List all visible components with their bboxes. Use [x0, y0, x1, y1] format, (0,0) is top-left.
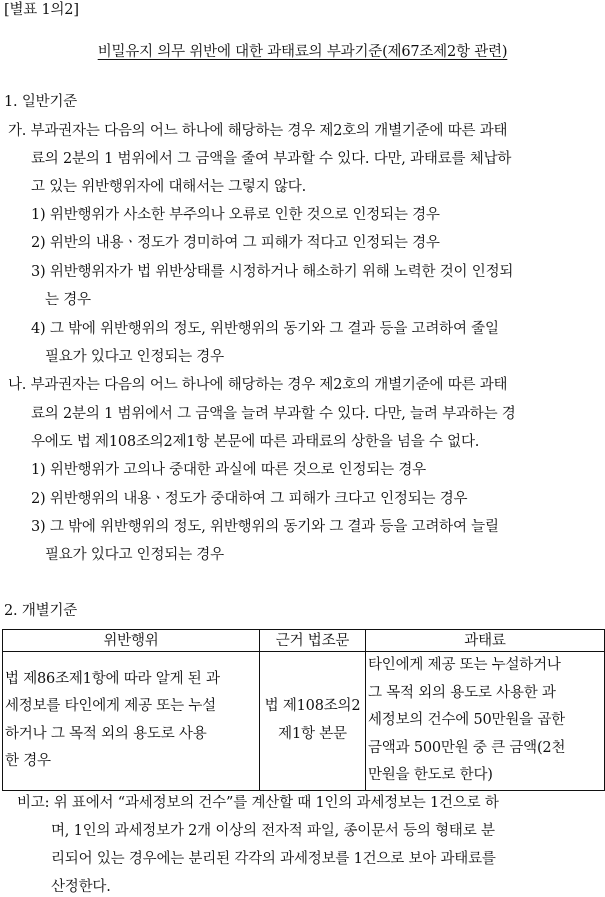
na-item-2: 2) 위반행위의 내용ㆍ정도가 중대하여 그 피해가 크다고 인정되는 경우	[31, 491, 468, 507]
na-item-3-line-1: 3) 그 밖에 위반행위의 정도, 위반행위의 동기와 그 결과 등을 고려하여 늘릴	[31, 519, 499, 535]
cell-legal-basis: 법 제108조의2 제1항 본문	[260, 652, 366, 791]
clause-ga-line-3: 고 있는 위반행위자에 대해서는 그렇지 않다.	[31, 179, 306, 195]
individual-criteria-heading: 2. 개별기준	[4, 603, 78, 619]
note-line-2: 며, 1인의 과세정보가 2개 이상의 전자적 파일, 종이문서 등의 형태로 분	[51, 823, 495, 839]
clause-ga-line-1: 가. 부과권자는 다음의 어느 하나에 해당하는 경우 제2호의 개별기준에 따른 과태	[8, 123, 508, 139]
ga-item-3-line-1: 3) 위반행위자가 법 위반상태를 시정하거나 해소하기 위해 노력한 것이 인정되	[31, 264, 514, 280]
clause-ga-line-2: 료의 2분의 1 범위에서 그 금액을 줄여 부과할 수 있다. 다만, 과태료를 체납하	[31, 151, 512, 167]
attachment-label: [별표 1의2]	[4, 2, 79, 18]
clause-na-line-2: 료의 2분의 1 범위에서 그 금액을 늘려 부과할 수 있다. 다만, 늘려 부과하는 경	[31, 406, 516, 422]
clause-na-line-1: 나. 부과권자는 다음의 어느 하나에 해당하는 경우 제2호의 개별기준에 따른 과태	[8, 377, 508, 393]
ga-item-1: 1) 위반행위가 사소한 부주의나 오류로 인한 것으로 인정되는 경우	[31, 207, 440, 223]
ga-item-4-line-1: 4) 그 밖에 위반행위의 정도, 위반행위의 동기와 그 결과 등을 고려하여 줄일	[31, 321, 499, 337]
column-header-legal-basis: 근거 법조문	[260, 630, 366, 652]
general-criteria-heading: 1. 일반기준	[4, 94, 78, 110]
ga-item-3-line-2: 는 경우	[45, 292, 91, 308]
cell-fine: 타인에게 제공 또는 누설하거나 그 목적 외의 용도로 사용한 과 세정보의 건수에 50만원을 곱한 금액과 500만원 중 큰 금액(2천 만원을 한도로 한다)	[366, 652, 605, 791]
column-header-violation: 위반행위	[3, 630, 260, 652]
note-line-4: 산정한다.	[51, 879, 111, 895]
na-item-1: 1) 위반행위가 고의나 중대한 과실에 따른 것으로 인정되는 경우	[31, 462, 426, 478]
penalty-table	[2, 629, 605, 791]
column-header-fine: 과태료	[366, 630, 605, 652]
ga-item-4-line-2: 필요가 있다고 인정되는 경우	[45, 349, 224, 365]
document-title: 비밀유지 의무 위반에 대한 과태료의 부과기준(제67조제2항 관련)	[97, 44, 508, 60]
note-line-3: 리되어 있는 경우에는 분리된 각각의 과세정보를 1건으로 보아 과태료를	[51, 851, 496, 867]
note-line-1: 비고: 위 표에서 “과세정보의 건수”를 계산할 때 1인의 과세정보는 1건으로 하	[17, 795, 499, 811]
ga-item-2: 2) 위반의 내용ㆍ정도가 경미하여 그 피해가 적다고 인정되는 경우	[31, 235, 440, 251]
na-item-3-line-2: 필요가 있다고 인정되는 경우	[45, 547, 224, 563]
table-row	[3, 652, 605, 791]
clause-na-line-3: 우에도 법 제108조의2제1항 본문에 따른 과태료의 상한을 넘을 수 없다.	[31, 434, 480, 450]
cell-violation: 법 제86조제1항에 따라 알게 된 과 세정보를 타인에게 제공 또는 누설 하거나 그 목적 외의 용도로 사용 한 경우	[3, 652, 260, 791]
table-header-row	[3, 630, 605, 652]
